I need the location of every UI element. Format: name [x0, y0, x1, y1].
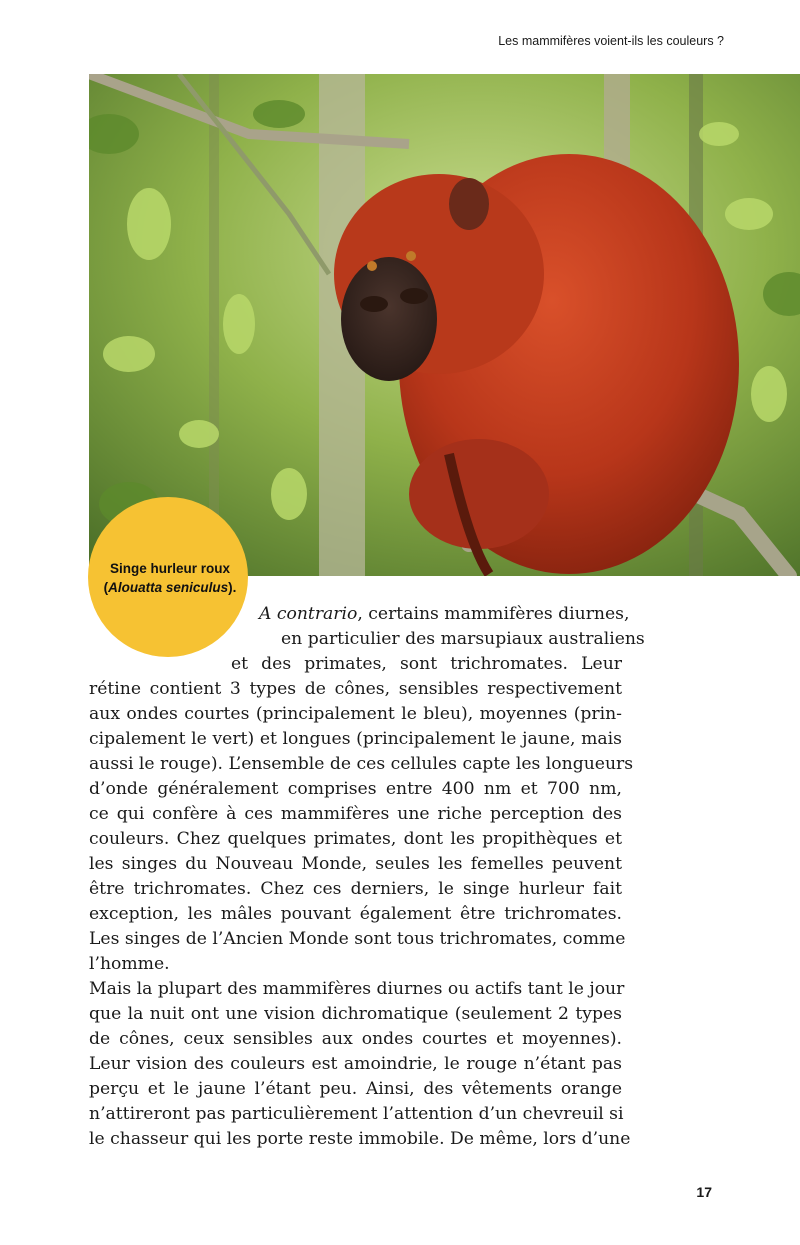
body-line: les singes du Nouveau Monde, seules les femelles peuvent	[89, 854, 622, 874]
body-line: que la nuit ont une vision dichromatique (seulement 2 types	[89, 1004, 622, 1024]
body-line: cipalement le vert) et longues (principalement le jaune, mais	[89, 729, 622, 749]
intro-italic: A contrario	[259, 604, 358, 624]
body-line: être trichromates. Chez ces derniers, le singe hurleur fait	[89, 879, 622, 899]
body-line: A contrario, certains mammifères diurnes,	[259, 604, 630, 624]
body-line: le chasseur qui les porte reste immobile. De même, lors d’une	[89, 1129, 631, 1149]
body-line: d’onde généralement comprises entre 400 nm et 700 nm,	[89, 779, 622, 799]
body-line: et des primates, sont trichromates. Leur	[231, 654, 622, 674]
body-line: l’homme.	[89, 954, 170, 974]
howler-monkey-photo	[89, 74, 800, 576]
running-header: Les mammifères voient-ils les couleurs ?	[498, 34, 724, 48]
body-line: n’attireront pas particulièrement l’attention d’un chevreuil si	[89, 1104, 624, 1124]
body-line: perçu et le jaune l’étant peu. Ainsi, des vêtements orange	[89, 1079, 622, 1099]
body-line: exception, les mâles pouvant également être trichromates.	[89, 904, 622, 924]
body-line: Les singes de l’Ancien Monde sont tous trichromates, comme	[89, 929, 626, 949]
figure-caption: Singe hurleur roux (Alouatta seniculus).	[103, 561, 237, 595]
body-line: Leur vision des couleurs est amoindrie, le rouge n’étant pas	[89, 1054, 622, 1074]
body-line: aussi le rouge). L’ensemble de ces cellules capte les longueurs	[89, 754, 634, 774]
body-line: de cônes, ceux sensibles aux ondes courtes et moyennes).	[89, 1029, 622, 1049]
caption-latin-name: Alouatta seniculus	[108, 580, 229, 595]
page-number: 17	[696, 1184, 712, 1200]
body-line: ce qui confère à ces mammifères une riche perception des	[89, 804, 622, 824]
body-text	[89, 602, 645, 1152]
body-line: rétine contient 3 types de cônes, sensibles respectivement	[89, 679, 622, 699]
caption-common-name: Singe hurleur roux	[109, 561, 231, 576]
body-line: aux ondes courtes (principalement le bleu), moyennes (prin-	[89, 704, 622, 724]
body-line: Mais la plupart des mammifères diurnes ou actifs tant le jour	[89, 979, 625, 999]
body-line: en particulier des marsupiaux australiens	[281, 629, 645, 649]
body-line: couleurs. Chez quelques primates, dont les propithèques et	[89, 829, 622, 849]
